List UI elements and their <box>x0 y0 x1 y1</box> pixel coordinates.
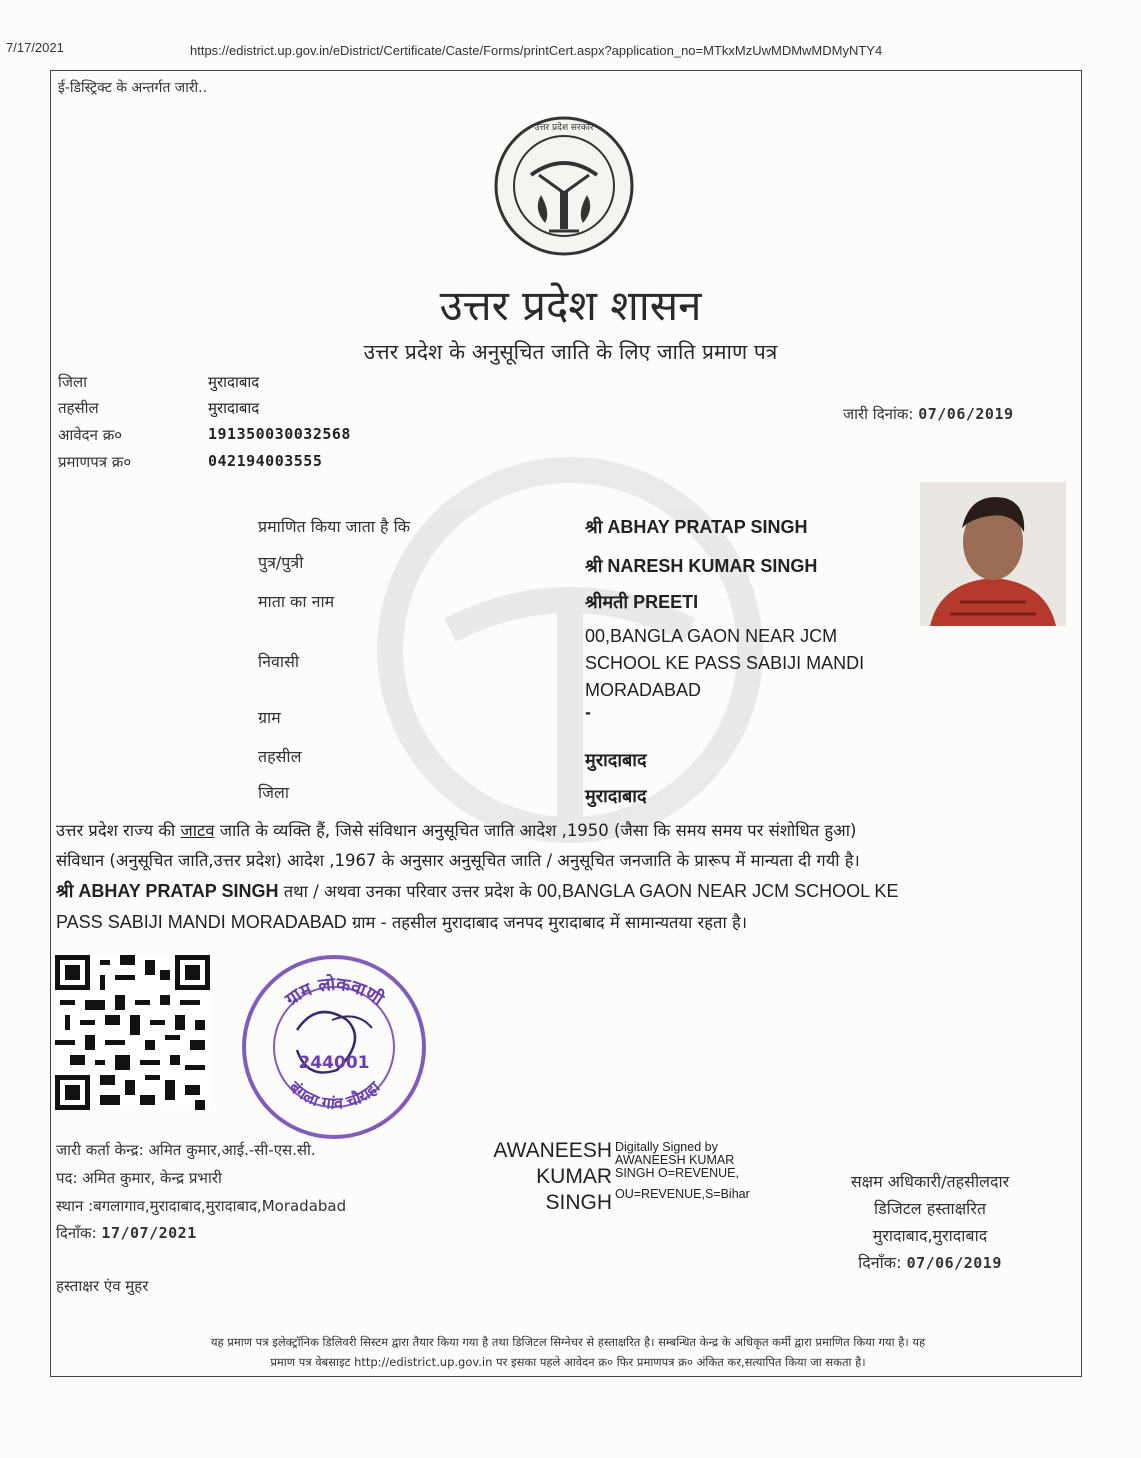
field-district-label: जिला <box>258 783 290 802</box>
tehsil-value: मुरादाबाद <box>208 399 260 417</box>
qr-code <box>55 955 210 1110</box>
issue-date-value: 07/06/2019 <box>918 405 1014 423</box>
paragraph-applicant-name: श्री ABHAY PRATAP SINGH <box>56 881 279 901</box>
issuer-post: पद: अमित कुमार, केन्द्र प्रभारी <box>56 1169 222 1187</box>
print-date: 7/17/2021 <box>6 40 64 55</box>
issued-under-text: ई-डिस्ट्रिक्ट के अन्तर्गत जारी.. <box>58 80 208 96</box>
authority-location: मुरादाबाद,मुरादाबाद <box>872 1226 988 1245</box>
caste-name: जाटव <box>180 821 215 840</box>
father-name: श्री NARESH KUMAR SINGH <box>585 556 818 576</box>
field-tehsil-value: मुरादाबाद <box>585 750 647 770</box>
application-label: आवेदन क्र० <box>58 426 123 444</box>
district-label: जिला <box>58 373 88 391</box>
issue-date <box>843 404 1014 424</box>
issuer-place: स्थान :बगलागाव,मुरादाबाद,मुरादाबाद,Moradabad <box>56 1197 347 1215</box>
certificate-title: उत्तर प्रदेश शासन <box>439 281 702 330</box>
paragraph-line-2: संविधान (अनुसूचित जाति,उत्तर प्रदेश) आदेश ,1967 के अनुसार अनुसूचित जाति / अनुसूचित जनजाति के प्रारूप में मान्यता दी गयी है। <box>56 851 860 870</box>
field-tehsil-label: तहसील <box>258 747 302 766</box>
stamp-center-text: 244001 <box>298 1053 370 1073</box>
village-label: ग्राम <box>258 708 281 727</box>
footer-line-2: प्रमाण पत्र वेबसाइट http://edistrict.up.gov.in पर इसका पहले आवेदन क्र० फिर प्रमाणपत्र क्र० अंकित कर,सत्यापित किया जा सकता है। <box>270 1355 866 1369</box>
digital-signature-details: Digitally Signed by AWANEESH KUMAR SINGH O=REVENUE, OU=REVENUE,S=Bihar <box>615 1140 750 1201</box>
authority-title: सक्षम अधिकारी/तहसीलदार <box>850 1172 1010 1191</box>
footer-line-1: यह प्रमाण पत्र इलेक्ट्रॉनिक डिलिवरी सिस्टम द्वारा तैयार किया गया है तथा डिजिटल सिग्नेचर से हस्ताक्षरित है। सम्बन्धित केन्द्र के अधिकृत कर्मी द्वारा प्रमाणित किया गया है। यह <box>210 1335 926 1349</box>
mother-label: माता का नाम <box>258 592 335 611</box>
official-stamp <box>237 950 432 1145</box>
footer-note <box>58 1332 1078 1372</box>
stamp-bottom-text: बंगला गांव चौराहा <box>285 1077 384 1114</box>
signature-seal-label: हस्ताक्षर एंव मुहर <box>56 1277 149 1295</box>
authority-block <box>810 1168 1050 1277</box>
authority-date: दिनाँक: 07/06/2019 <box>858 1253 1002 1272</box>
applicant-photo <box>920 482 1066 626</box>
stamp-top-text: ग्राम लोकवाणी <box>281 973 388 1011</box>
application-number: 191350030032568 <box>208 425 351 443</box>
certificate-number-label: प्रमाणपत्र क्र० <box>58 453 132 471</box>
child-of-label: पुत्र/पुत्री <box>258 553 304 572</box>
issuing-center: जारी कर्ता केन्द्र: अमित कुमार,आई.-सी-एस.सी. <box>56 1141 316 1159</box>
certification-paragraph <box>56 816 1076 938</box>
digital-signer-name: AWANEESH KUMAR SINGH <box>493 1139 612 1214</box>
address-line: SCHOOL KE PASS SABIJI MANDI <box>585 653 865 673</box>
authority-digital-signed: डिजिटल हस्ताक्षरित <box>874 1199 986 1218</box>
issuer-date-label: दिनाँक: <box>56 1224 97 1242</box>
village-value: - <box>585 702 591 722</box>
certificate-number: 042194003555 <box>208 452 323 470</box>
field-district-value: मुरादाबाद <box>585 786 647 806</box>
print-url: https://edistrict.up.gov.in/eDistrict/Certificate/Caste/Forms/printCert.aspx?application_no=MTkxMzUwMDMwMDMyNTY4 <box>190 43 883 58</box>
resident-label: निवासी <box>258 652 300 671</box>
paragraph-line-3: श्री ABHAY PRATAP SINGH तथा / अथवा उनका परिवार उत्तर प्रदेश के 00,BANGLA GAON NEAR JCM SCHOOL KE <box>56 881 899 901</box>
address-line: MORADABAD <box>585 680 702 700</box>
applicant-name: श्री ABHAY PRATAP SINGH <box>585 517 808 537</box>
address-line: 00,BANGLA GAON NEAR JCM <box>585 626 838 646</box>
district-value: मुरादाबाद <box>208 373 260 391</box>
tehsil-label: तहसील <box>58 399 99 417</box>
issue-date-label: जारी दिनांक: <box>843 405 914 423</box>
paragraph-line-1: उत्तर प्रदेश राज्य की जाटव जाति के व्यक्ति हैं, जिसे संविधान अनुसूचित जाति आदेश ,1950 (जैसा कि समय समय पर संशोधित हुआ) <box>56 821 857 840</box>
paragraph-line-4: PASS SABIJI MANDI MORADABAD ग्राम - तहसील मुरादाबाद जनपद मुरादाबाद में सामान्यतया रहता है। <box>56 912 747 932</box>
issuer-date <box>56 1223 197 1243</box>
emblem-text: उत्तर प्रदेश सरकार <box>534 123 594 133</box>
up-government-emblem <box>491 113 637 259</box>
certificate-subtitle: उत्तर प्रदेश के अनुसूचित जाति के लिए जाति प्रमाण पत्र <box>363 340 778 364</box>
certified-label: प्रमाणित किया जाता है कि <box>258 517 411 536</box>
mother-name: श्रीमती PREETI <box>585 592 699 612</box>
resident-address <box>585 623 915 704</box>
issuer-date-value: 17/07/2021 <box>101 1224 197 1242</box>
